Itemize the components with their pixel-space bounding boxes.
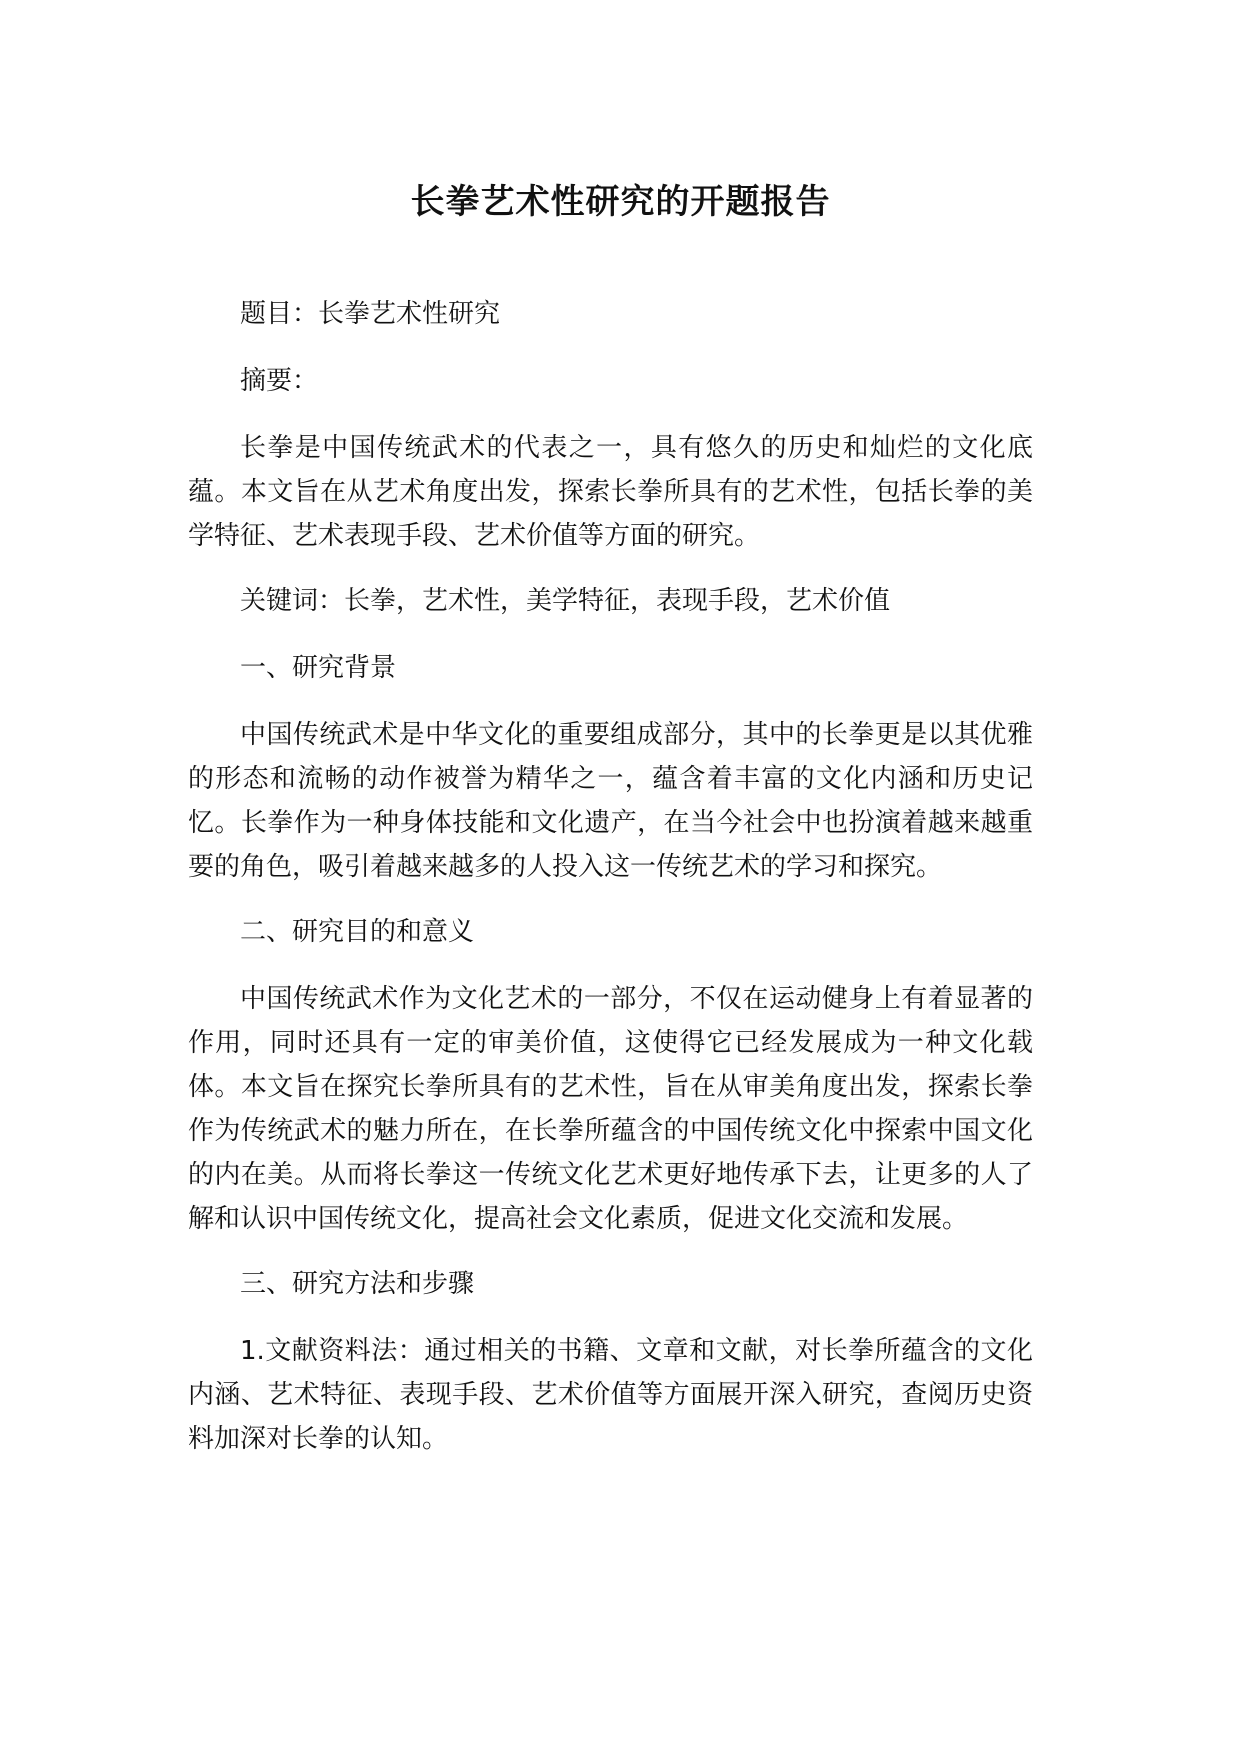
section-heading-methods: 三、研究方法和步骤: [240, 1269, 475, 1299]
methods-paragraph: 1.文献资料法：通过相关的书籍、文章和文献，对长拳所蕴含的文化内涵、艺术特征、表现手段、艺术价值等方面展开深入研究，查阅历史资料加深对长拳的认知。: [188, 1336, 1033, 1454]
purpose-paragraph: 中国传统武术作为文化艺术的一部分，不仅在运动健身上有着显著的作用，同时还具有一定的审美价值，这使得它已经发展成为一种文化载体。本文旨在探究长拳所具有的艺术性，旨在从审美角度出发，探索长拳作为传统武术的魅力所在，在长拳所蕴含的中国传统文化中探索中国文化的内在美。从而将长拳这一传统文化艺术更好地传承下去，让更多的人了解和认识中国传统文化，提高社会文化素质，促进文化交流和发展。: [188, 984, 1033, 1234]
abstract-paragraph: 长拳是中国传统武术的代表之一，具有悠久的历史和灿烂的文化底蕴。本文旨在从艺术角度出发，探索长拳所具有的艺术性，包括长拳的美学特征、艺术表现手段、艺术价值等方面的研究。: [188, 433, 1033, 551]
abstract-heading: 摘要：: [240, 366, 319, 396]
keywords-line: 关键词：长拳，艺术性，美学特征，表现手段，艺术价值: [240, 586, 891, 616]
section-heading-purpose: 二、研究目的和意义: [240, 917, 475, 947]
topic-line: 题目：长拳艺术性研究: [240, 299, 501, 329]
section-heading-background: 一、研究背景: [240, 653, 397, 683]
background-paragraph: 中国传统武术是中华文化的重要组成部分，其中的长拳更是以其优雅的形态和流畅的动作被誉为精华之一，蕴含着丰富的文化内涵和历史记忆。长拳作为一种身体技能和文化遗产，在当今社会中也扮演着越来越重要的角色，吸引着越来越多的人投入这一传统艺术的学习和探究。: [188, 720, 1033, 882]
document-title: 长拳艺术性研究的开题报告: [410, 182, 831, 222]
document-body: [188, 292, 1033, 1482]
